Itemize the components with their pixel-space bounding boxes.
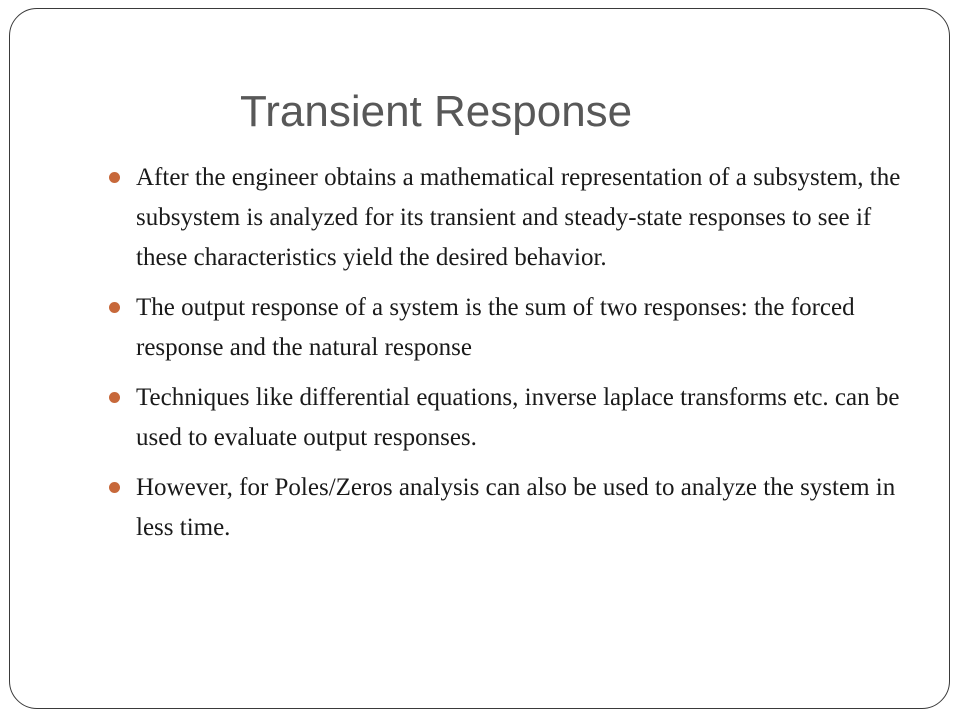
- bullet-dot-icon: [109, 482, 120, 493]
- bullet-dot-icon: [109, 302, 120, 313]
- slide-title: Transient Response: [240, 87, 633, 136]
- bullet-item: [104, 378, 910, 458]
- bullet-dot-icon: [109, 392, 120, 403]
- bullet-dot-icon: [109, 172, 120, 183]
- bullet-text: After the engineer obtains a mathematical representation of a subsystem, the subsystem is analyzed for its transient and steady-state responses to see if these characteristics yield the desired behavior.: [136, 164, 901, 271]
- bullet-text: However, for Poles/Zeros analysis can also be used to analyze the system in less time.: [136, 474, 896, 541]
- bullet-item: [104, 468, 910, 548]
- bullet-text: Techniques like differential equations, inverse laplace transforms etc. can be used to evaluate output responses.: [136, 384, 900, 451]
- bullet-item: [104, 288, 910, 368]
- bullet-list: [104, 158, 910, 558]
- bullet-text: The output response of a system is the sum of two responses: the forced response and the natural response: [136, 294, 855, 361]
- bullet-item: [104, 158, 910, 278]
